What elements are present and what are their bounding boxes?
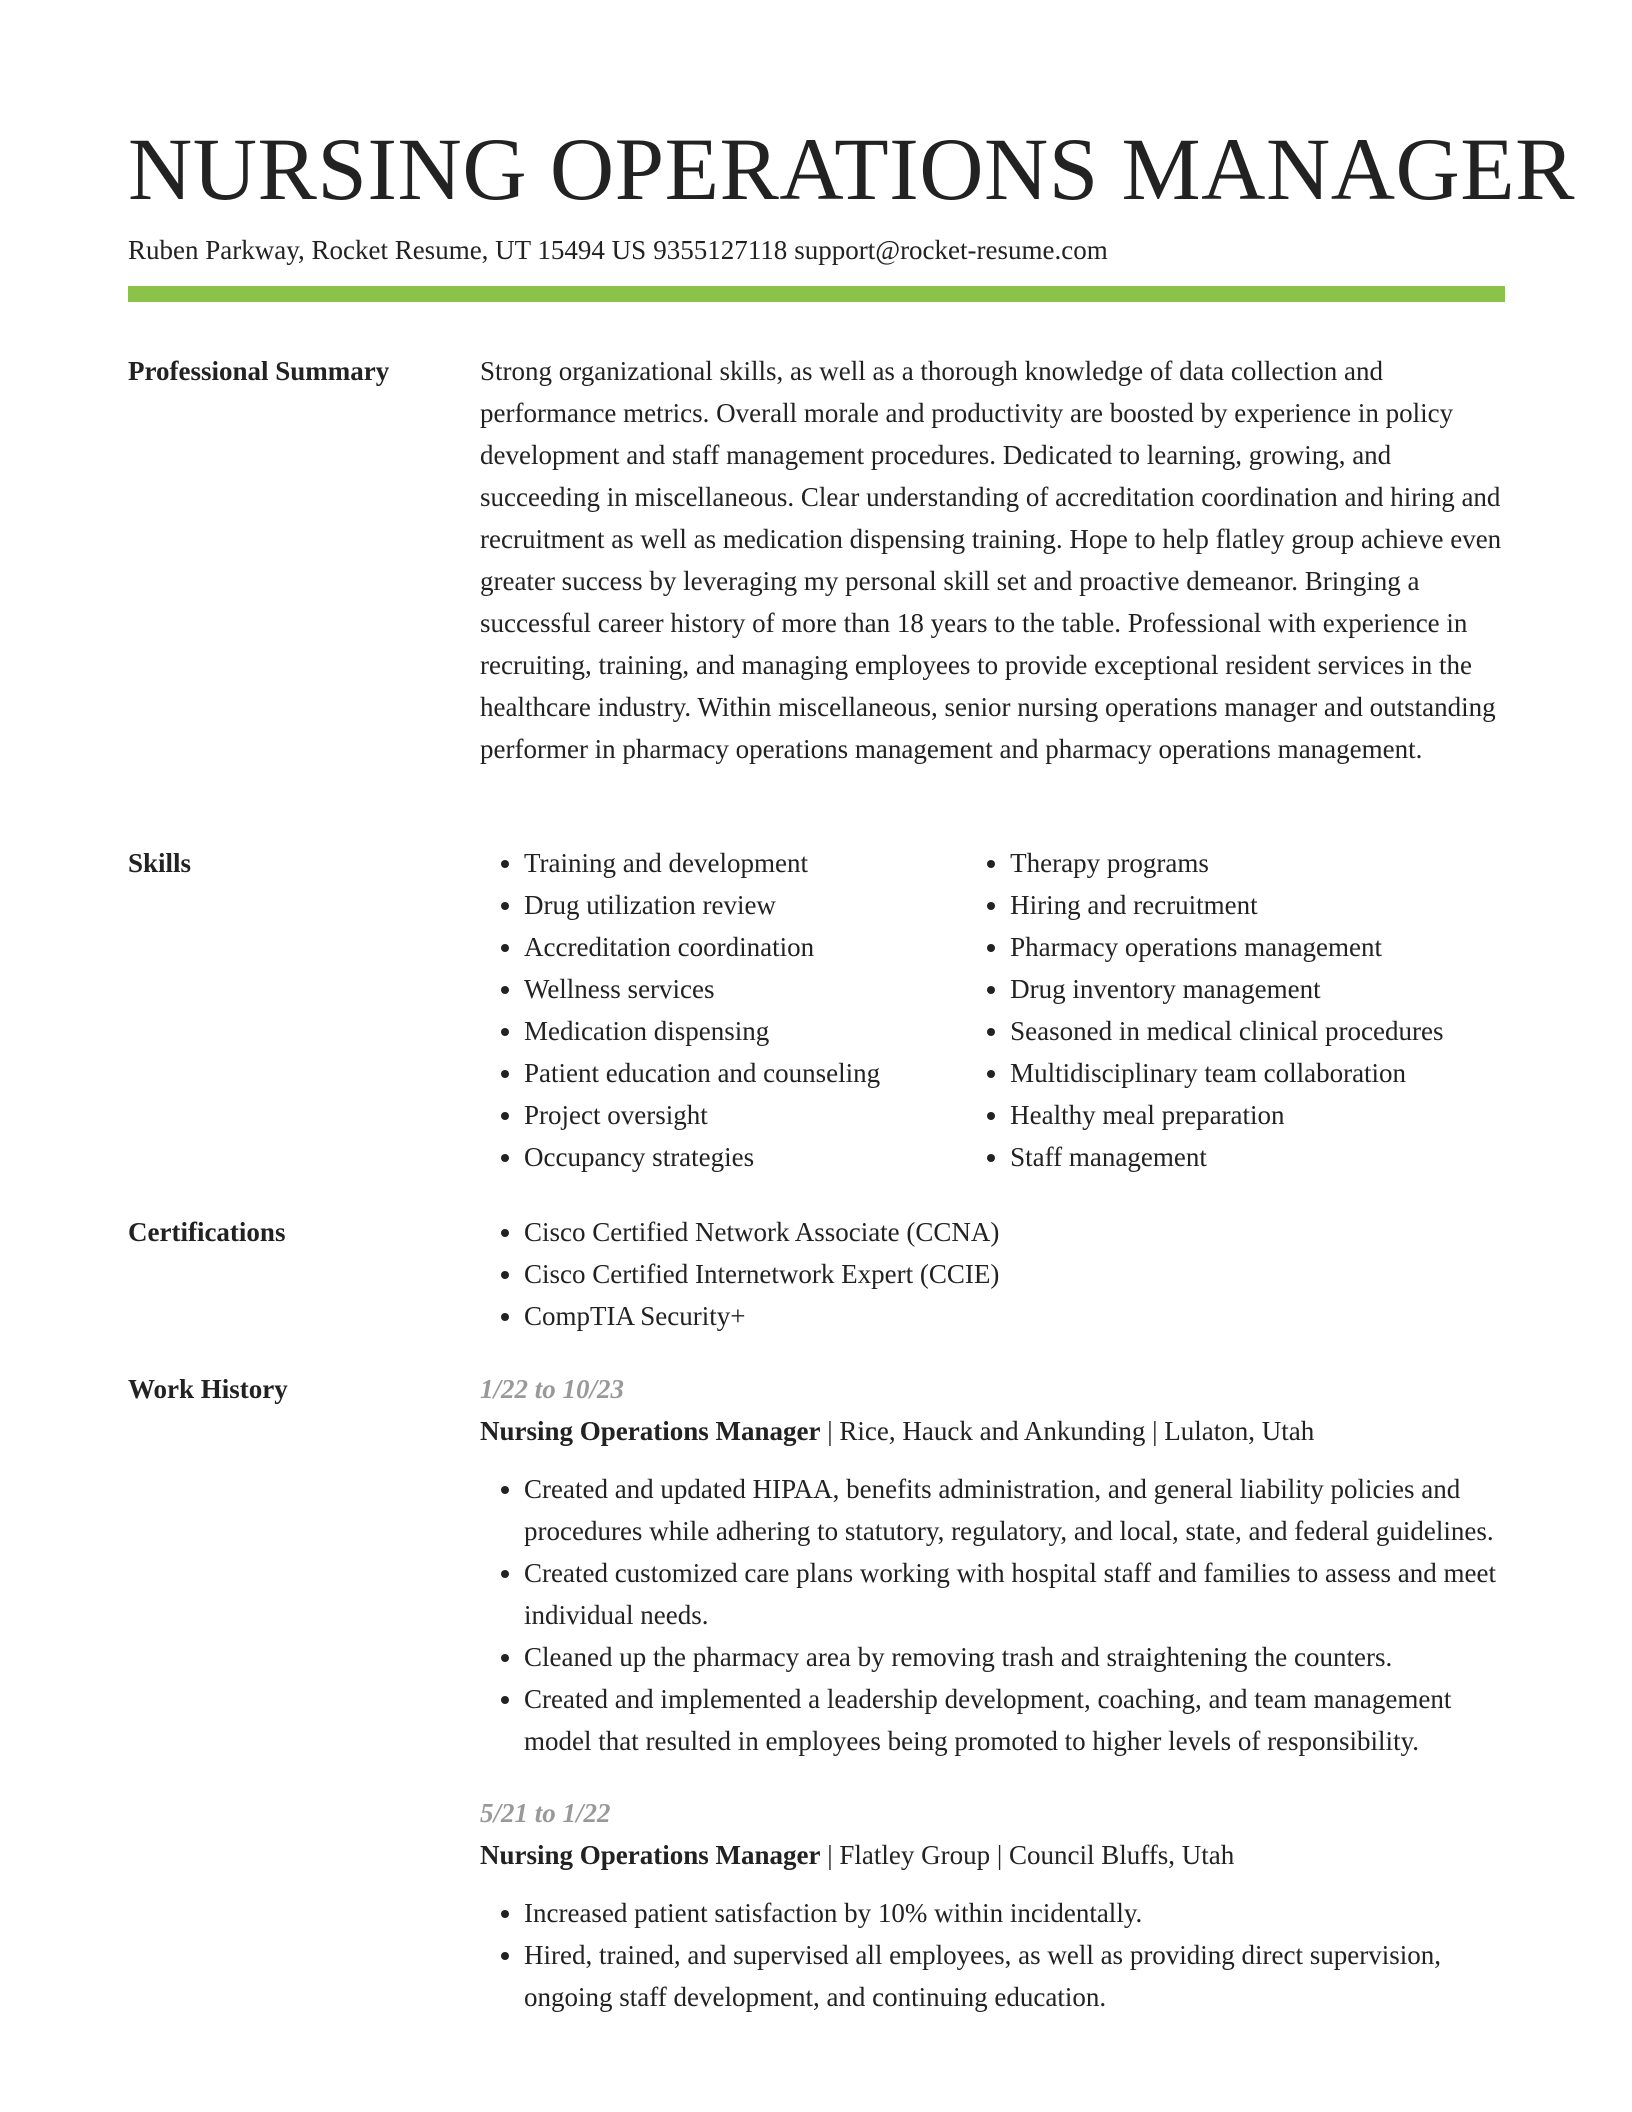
job-heading	[480, 1834, 1510, 1876]
work-history-body	[480, 1368, 1510, 2048]
skill-item: • Accreditation coordination	[524, 926, 966, 968]
certifications-label: Certifications	[128, 1217, 286, 1247]
job-title: Nursing Operations Manager	[480, 1416, 821, 1446]
certification-item: • Cisco Certified Network Associate (CCNA)	[524, 1211, 1510, 1253]
skills-label: Skills	[128, 848, 192, 878]
job-entry	[480, 1792, 1510, 2018]
skill-item: • Drug utilization review	[524, 884, 966, 926]
contact-email[interactable]: support@rocket-resume.com	[794, 235, 1108, 265]
job-bullets	[480, 1892, 1510, 2018]
job-details: | Flatley Group | Council Bluffs, Utah	[820, 1840, 1235, 1870]
skills-list-left	[480, 842, 966, 1178]
job-bullet: • Created customized care plans working with hospital staff and families to assess and meet individual needs.	[524, 1552, 1510, 1636]
job-bullet: • Hired, trained, and supervised all employees, as well as providing direct supervision, ongoing staff development, and continuing education.	[524, 1934, 1510, 2018]
job-title: Nursing Operations Manager	[480, 1840, 821, 1870]
summary-label: Professional Summary	[128, 356, 390, 386]
certifications-body	[480, 1211, 1510, 1337]
skill-item: • Training and development	[524, 842, 966, 884]
work-history-label: Work History	[128, 1374, 288, 1404]
job-entry	[480, 1368, 1510, 1762]
certifications-list	[480, 1211, 1510, 1337]
skill-item: • Wellness services	[524, 968, 966, 1010]
skill-item: • Project oversight	[524, 1094, 966, 1136]
skill-item: • Occupancy strategies	[524, 1136, 966, 1178]
job-bullet: • Increased patient satisfaction by 10% within incidentally.	[524, 1892, 1510, 1934]
skill-item: • Seasoned in medical clinical procedures	[1010, 1010, 1510, 1052]
skills-section	[128, 842, 1505, 1182]
resume-title: NURSING OPERATIONS MANAGER	[128, 121, 1575, 219]
job-dates: 1/22 to 10/23	[480, 1374, 625, 1404]
summary-text: Strong organizational skills, as well as a thorough knowledge of data collection and performance metrics. Overall morale and productivity are boosted by experience in policy development and staff management procedures. Dedicated to learning, growing, and succeeding in miscellaneous. Clear understanding of accreditation coordination and hiring and recruitment as well as medication dispensing training. Hope to help flatley group achieve even greater success by leveraging my personal skill set and proactive demeanor. Bringing a successful career history of more than 18 years to the table. Professional with experience in recruiting, training, and managing employees to provide exceptional resident services in the healthcare industry. Within miscellaneous, senior nursing operations manager and outstanding performer in pharmacy operations management and pharmacy operations management.	[480, 356, 1502, 764]
certifications-section	[128, 1211, 1505, 1351]
skill-item: • Patient education and counseling	[524, 1052, 966, 1094]
job-dates: 5/21 to 1/22	[480, 1798, 611, 1828]
skill-item: • Multidisciplinary team collaboration	[1010, 1052, 1510, 1094]
job-bullet: • Created and implemented a leadership development, coaching, and team management model that resulted in employees being promoted to higher levels of responsibility.	[524, 1678, 1510, 1762]
skills-body	[480, 842, 1510, 1178]
certification-item: • Cisco Certified Internetwork Expert (CCIE)	[524, 1253, 1510, 1295]
skill-item: • Medication dispensing	[524, 1010, 966, 1052]
job-details: | Rice, Hauck and Ankunding | Lulaton, Utah	[820, 1416, 1315, 1446]
header-divider	[128, 286, 1505, 302]
job-bullet: • Created and updated HIPAA, benefits administration, and general liability policies and procedures while adhering to statutory, regulatory, and local, state, and federal guidelines.	[524, 1468, 1510, 1552]
job-bullets	[480, 1468, 1510, 1762]
skill-item: • Staff management	[1010, 1136, 1510, 1178]
contact-line	[128, 232, 1108, 268]
skill-item: • Therapy programs	[1010, 842, 1510, 884]
certification-item: • CompTIA Security+	[524, 1295, 1510, 1337]
skill-item: • Hiring and recruitment	[1010, 884, 1510, 926]
contact-address: Ruben Parkway, Rocket Resume, UT 15494 US	[128, 235, 647, 265]
job-bullet: • Cleaned up the pharmacy area by removing trash and straightening the counters.	[524, 1636, 1510, 1678]
skill-item: • Healthy meal preparation	[1010, 1094, 1510, 1136]
skills-list-right	[966, 842, 1510, 1178]
skill-item: • Pharmacy operations management	[1010, 926, 1510, 968]
contact-phone: 9355127118	[653, 235, 788, 265]
skill-item: • Drug inventory management	[1010, 968, 1510, 1010]
job-heading	[480, 1410, 1510, 1452]
summary-section	[128, 350, 1505, 820]
work-history-section	[128, 1368, 1505, 2112]
